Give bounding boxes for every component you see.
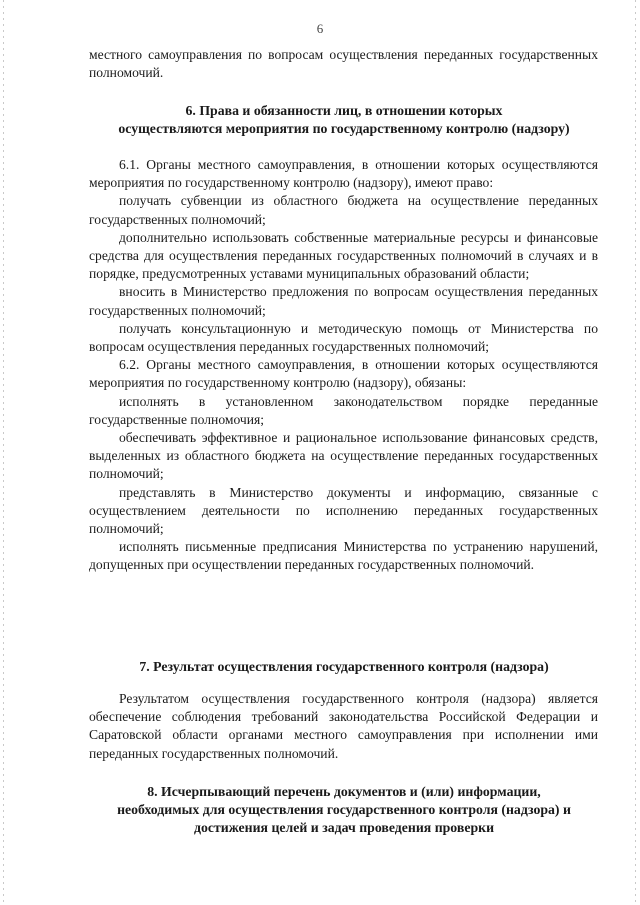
section-6-heading-line2: осуществляются мероприятия по государственному контролю (надзору) bbox=[118, 121, 570, 137]
paragraph-right-proposals: вносить в Министерство предложения по вопросам осуществления переданных государственных полномочий; bbox=[89, 284, 598, 318]
paragraph-right-subsidies: получать субвенции из областного бюджета на осуществление переданных государственных полномочий; bbox=[89, 193, 598, 227]
page-number: 6 bbox=[316, 21, 324, 36]
section-6-heading bbox=[70, 102, 618, 138]
paragraph-duty-funds: обеспечивать эффективное и рациональное использование финансовых средств, выделенных из областного бюджета на осуществление переданных государственных полномочий; bbox=[89, 430, 598, 482]
section-7-body bbox=[89, 690, 598, 763]
scan-edge-left bbox=[3, 0, 4, 905]
paragraph-right-own-resources: дополнительно использовать собственные материальные ресурсы и финансовые средства для осуществления переданных государственных полномочий в случаях и в порядке, предусмотренных уставами муниципальных образований области; bbox=[89, 229, 598, 282]
section-8-heading-line2: необходимых для осуществления государственного контроля (надзора) и bbox=[117, 802, 571, 818]
paragraph-6-1: 6.1. Органы местного самоуправления, в отношении которых осуществляются мероприятия по государственному контролю (надзору), имеют право: bbox=[89, 157, 598, 191]
section-8-heading bbox=[70, 783, 618, 838]
paragraph-7-result: Результатом осуществления государственного контроля (надзора) является обеспечение соблюдения требований законодательства Российской Федерации и Саратовской области органами местного самоуправления при исполнении ими переданных государственных полномочий. bbox=[89, 691, 598, 761]
paragraph-right-consultation: получать консультационную и методическую помощь от Министерства по вопросам осуществления переданных государственных полномочий; bbox=[89, 320, 598, 355]
scan-edge-right bbox=[635, 0, 636, 905]
section-8-heading-line3: достижения целей и задач проведения проверки bbox=[193, 820, 495, 836]
section-7-heading: 7. Результат осуществления государственного контроля (надзора) bbox=[139, 659, 549, 674]
intro-paragraph: местного самоуправления по вопросам осуществления переданных государственных полномочий. bbox=[89, 47, 598, 81]
section-6-body bbox=[89, 156, 598, 575]
section-6-heading-line1: 6. Права и обязанности лиц, в отношении которых bbox=[185, 103, 503, 118]
intro-block bbox=[89, 46, 598, 82]
paragraph-duty-prescriptions: исполнять письменные предписания Министерства по устранению нарушений, допущенных при осуществлении переданных государственных полномочий. bbox=[89, 539, 598, 573]
paragraph-duty-execute: исполнять в установленном законодательством порядке переданные государственные полномочия; bbox=[89, 393, 598, 427]
paragraph-6-2: 6.2. Органы местного самоуправления, в отношении которых осуществляются мероприятия по государственному контролю (надзору), обязаны: bbox=[89, 357, 598, 391]
section-8-heading-line1: 8. Исчерпывающий перечень документов и (или) информации, bbox=[147, 784, 541, 799]
paragraph-duty-documents: представлять в Министерство документы и информацию, связанные с осуществлением деятельности по исполнению переданных государственных полномочий; bbox=[89, 484, 598, 537]
